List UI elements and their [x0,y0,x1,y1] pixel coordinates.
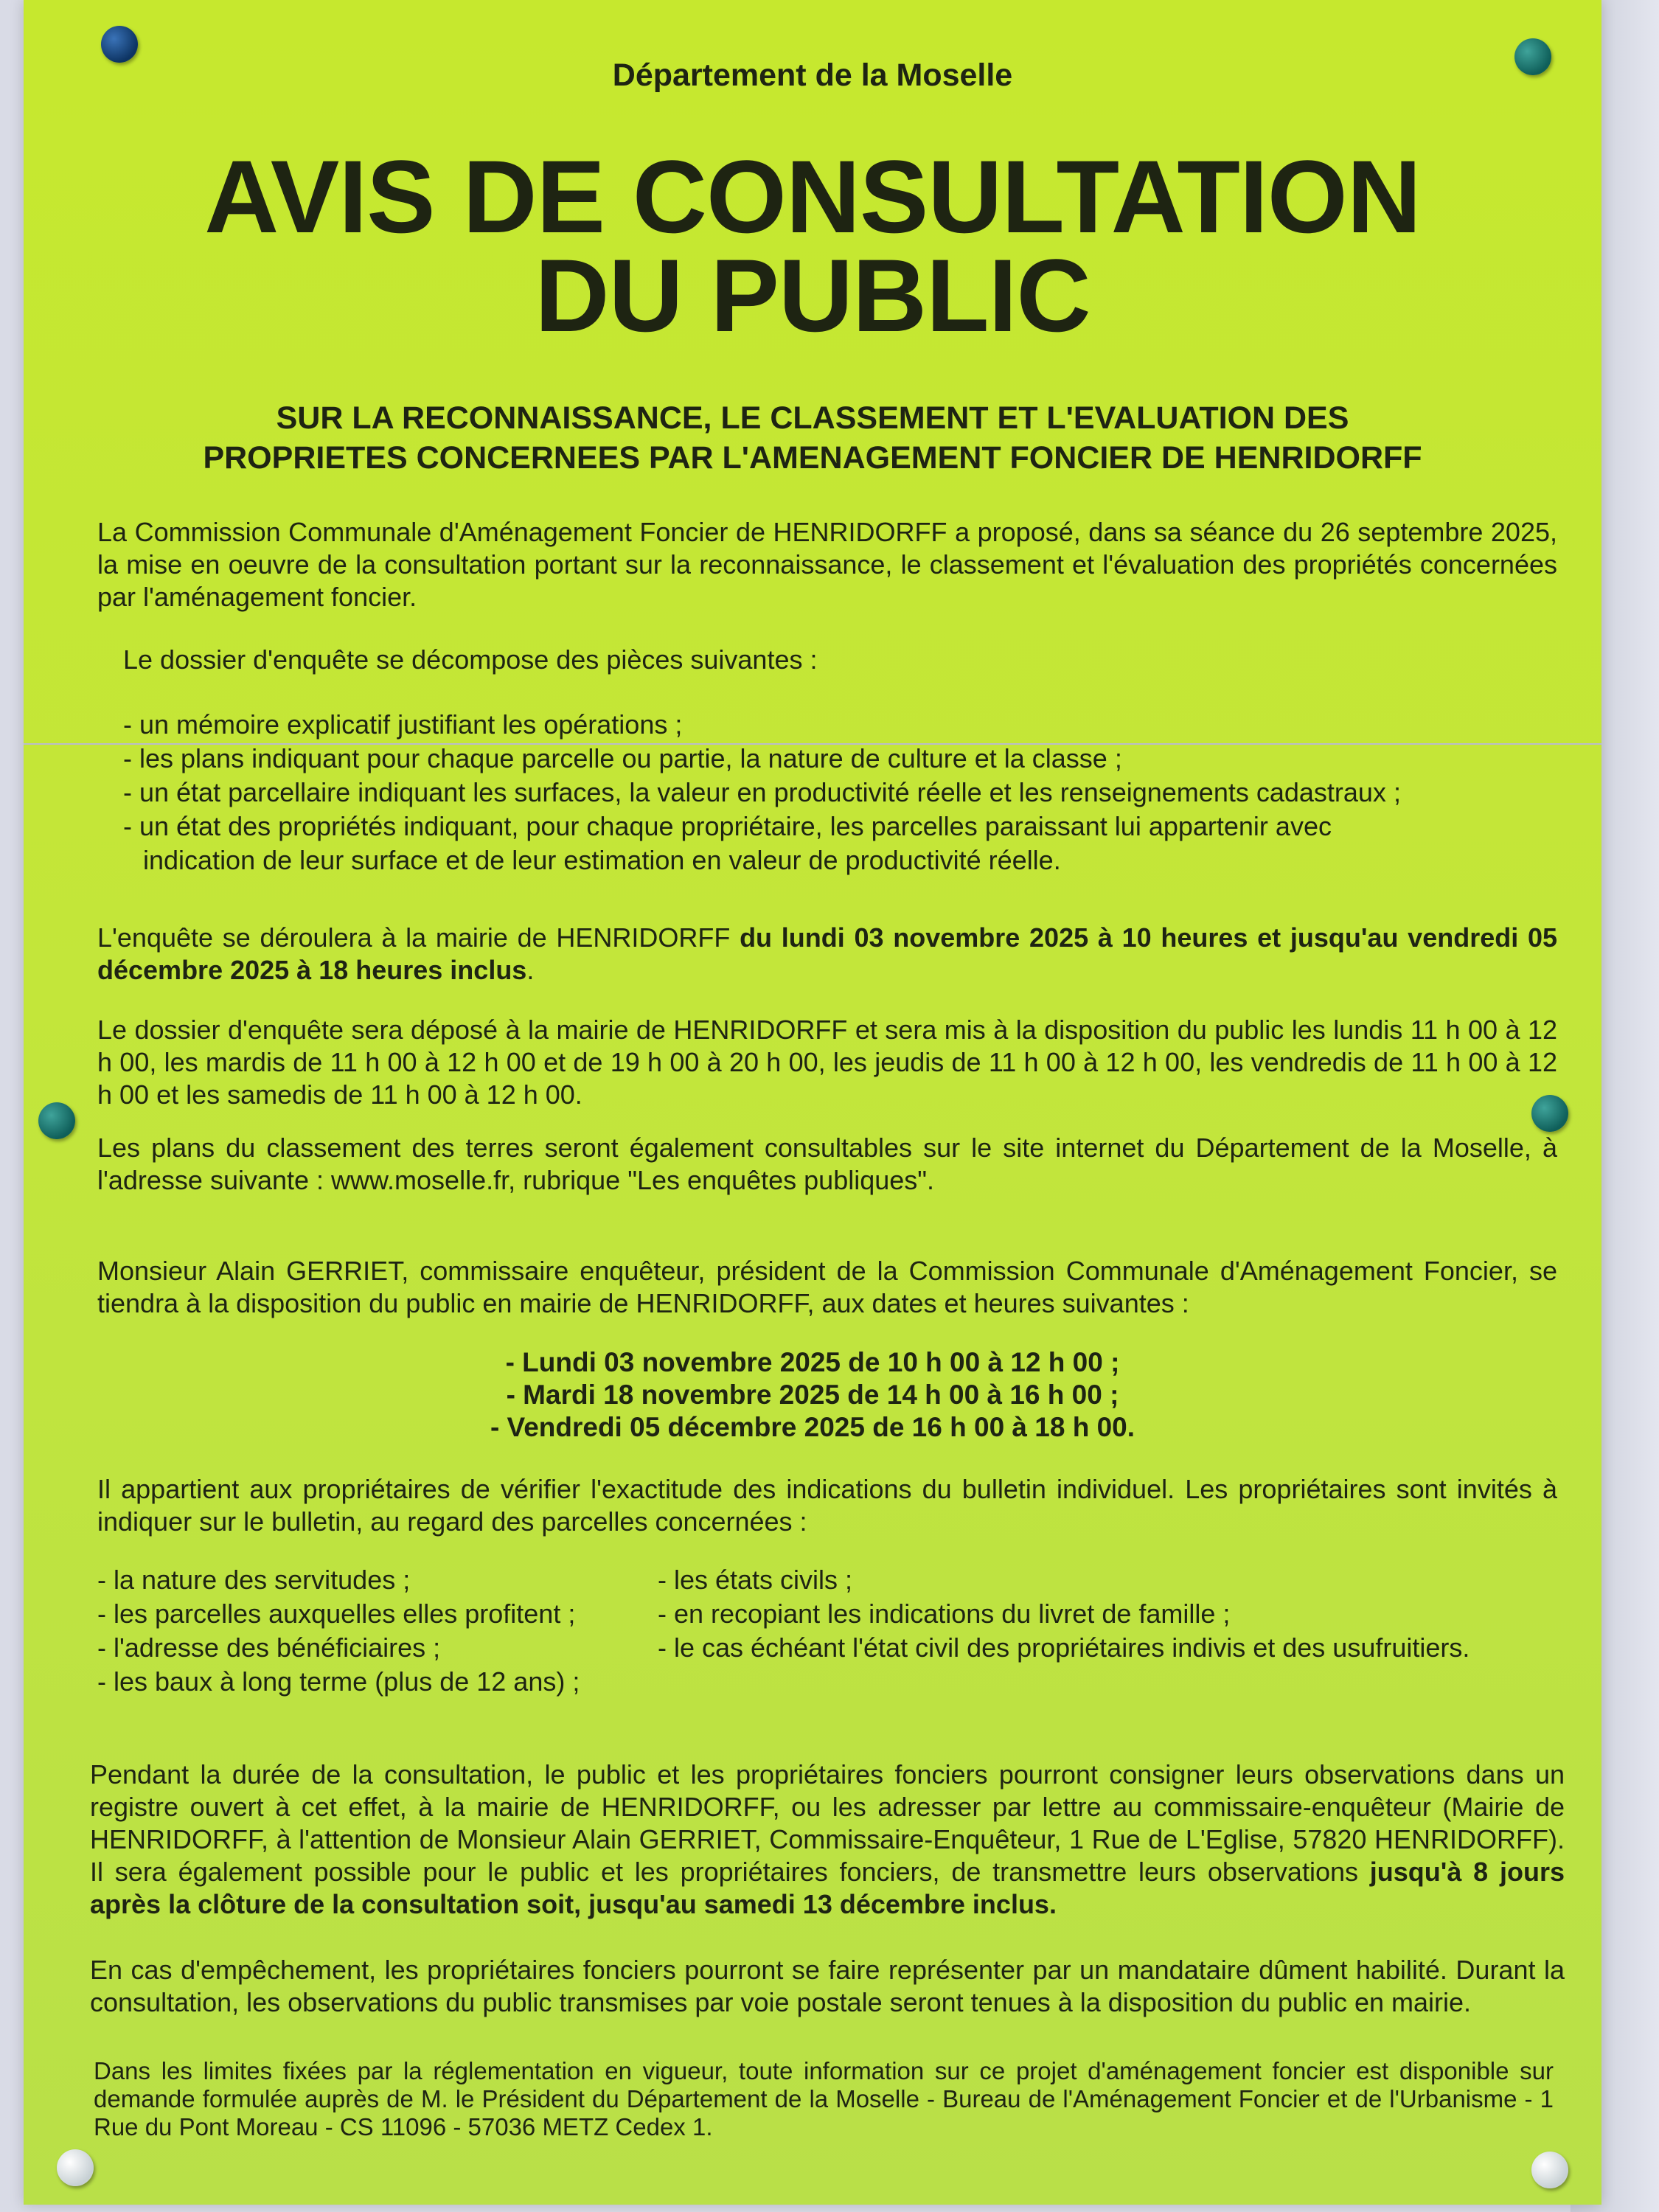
enquete-dates: du lundi 03 novembre 2025 à 10 heures et jusqu'au vendredi 05 décembre 2025 à 18 heures inclus [97,922,1557,985]
indications-right-column [658,1563,1470,1665]
notice-poster [24,0,1601,2205]
proprietaires-paragraph: Il appartient aux propriétaires de vérifier l'exactitude des indications du bulletin individuel. Les propriétaires sont invités à indiquer sur le bulletin, au regard des parcelles concernées : [97,1474,1557,1537]
department-heading: Département de la Moselle [612,58,1013,93]
list-item: - en recopiant les indications du livret de famille ; [658,1599,1231,1629]
indications-left-column [97,1563,580,1699]
permanence-item: - Mardi 18 novembre 2025 de 14 h 00 à 16 h 00 ; [506,1380,1119,1410]
pushpin-icon [57,2149,94,2186]
permanences-list [75,1346,1550,1444]
list-item: - un état des propriétés indiquant, pour chaque propriétaire, les parcelles paraissant lui appartenir avec [123,811,1332,841]
empechement-paragraph: En cas d'empêchement, les propriétaires fonciers pourront se faire représenter par un mandataire dûment habilité. Durant la consultation, les observations du public transmises par voie postale seront tenues à la disposition du public en mairie. [90,1955,1565,2017]
internet-paragraph: Les plans du classement des terres seront également consultables sur le site internet du Département de la Moselle, à l'adresse suivante : www.moselle.fr, rubrique "Les enquêtes publiques". [97,1133,1557,1195]
notice-subtitle [75,398,1550,478]
pushpin-icon [1531,2152,1568,2188]
footer-paragraph: Dans les limites fixées par la réglementation en vigueur, toute information sur ce projet d'aménagement foncier est disponible sur demande formulée auprès de M. le Président du Département de la Moselle - Bureau de l'Aménagement Foncier et de l'Urbanisme - 1 Rue du Pont Moreau - CS 11096 - 57036 METZ Cedex 1. [94,2057,1554,2140]
subtitle-line: PROPRIETES CONCERNEES PAR L'AMENAGEMENT FONCIER DE HENRIDORFF [203,440,1422,476]
horaires-paragraph: Le dossier d'enquête sera déposé à la mairie de HENRIDORFF et sera mis à la disposition du public les lundis 11 h 00 à 12 h 00, les mardis de 11 h 00 à 12 h 00 et de 19 h 00 à 20 h 00, les jeudis de 11 h 00 à 12 h 00, les vendredis de 11 h 00 à 12 h 00 et les samedis de 11 h 00 à 12 h 00. [97,1015,1557,1110]
dossier-list [123,708,1568,877]
title-line: AVIS DE CONSULTATION [204,139,1421,254]
permanence-item: - Lundi 03 novembre 2025 de 10 h 00 à 12 h 00 ; [505,1347,1120,1377]
permanence-item: - Vendredi 05 décembre 2025 de 16 h 00 à 18 h 00. [490,1412,1135,1442]
list-item: - le cas échéant l'état civil des propriétaires indivis et des usufruitiers. [658,1632,1470,1663]
list-item: - la nature des servitudes ; [97,1565,411,1595]
list-item: - les plans indiquant pour chaque parcelle ou partie, la nature de culture et la classe ; [123,743,1122,773]
list-item: - un mémoire explicatif justifiant les opérations ; [123,709,683,740]
list-item: - un état parcellaire indiquant les surfaces, la valeur en productivité réelle et les renseignements cadastraux ; [123,777,1401,807]
enquete-paragraph [97,922,1557,987]
list-item: - l'adresse des bénéficiaires ; [97,1632,441,1663]
dossier-heading: Le dossier d'enquête se décompose des pièces suivantes : [123,644,818,675]
observations-deadline: jusqu'à 8 jours après la clôture de la consultation soit, jusqu'au samedi 13 décembre inclus. [90,1857,1565,1919]
observations-text: Pendant la durée de la consultation, le public et les propriétaires fonciers pourront consigner leurs observations dans un registre ouvert à cet effet, à la mairie de HENRIDORFF, ou les adresser par lettre au commissaire-enquêteur (Mairie de HENRIDORFF, à l'attention de Monsieur Alain GERRIET, Commissaire-Enquêteur, 1 Rue de L'Eglise, 57820 HENRIDORFF). Il sera également possible pour le public et les propriétaires fonciers, de transmettre leurs observations [90,1759,1565,1887]
list-item-continuation: indication de leur surface et de leur estimation en valeur de productivité réelle. [143,845,1061,875]
list-item: - les états civils ; [658,1565,853,1595]
intro-paragraph: La Commission Communale d'Aménagement Foncier de HENRIDORFF a proposé, dans sa séance du 26 septembre 2025, la mise en oeuvre de la consultation portant sur la reconnaissance, le classement et l'évaluation des propriétés concernées par l'aménagement foncier. [97,517,1557,612]
list-item: - les baux à long terme (plus de 12 ans) ; [97,1666,580,1697]
subtitle-line: SUR LA RECONNAISSANCE, LE CLASSEMENT ET L'EVALUATION DES [276,400,1349,436]
pushpin-icon [38,1102,75,1139]
title-line: DU PUBLIC [535,237,1091,353]
enquete-text: L'enquête se déroulera à la mairie de HENRIDORFF [97,922,740,953]
enquete-end: . [526,955,535,985]
list-item: - les parcelles auxquelles elles profitent ; [97,1599,576,1629]
commissaire-paragraph: Monsieur Alain GERRIET, commissaire enquêteur, président de la Commission Communale d'Aménagement Foncier, se tiendra à la disposition du public en mairie de HENRIDORFF, aux dates et heures suivantes : [97,1256,1557,1318]
observations-paragraph [90,1759,1565,1921]
notice-title [75,139,1550,353]
